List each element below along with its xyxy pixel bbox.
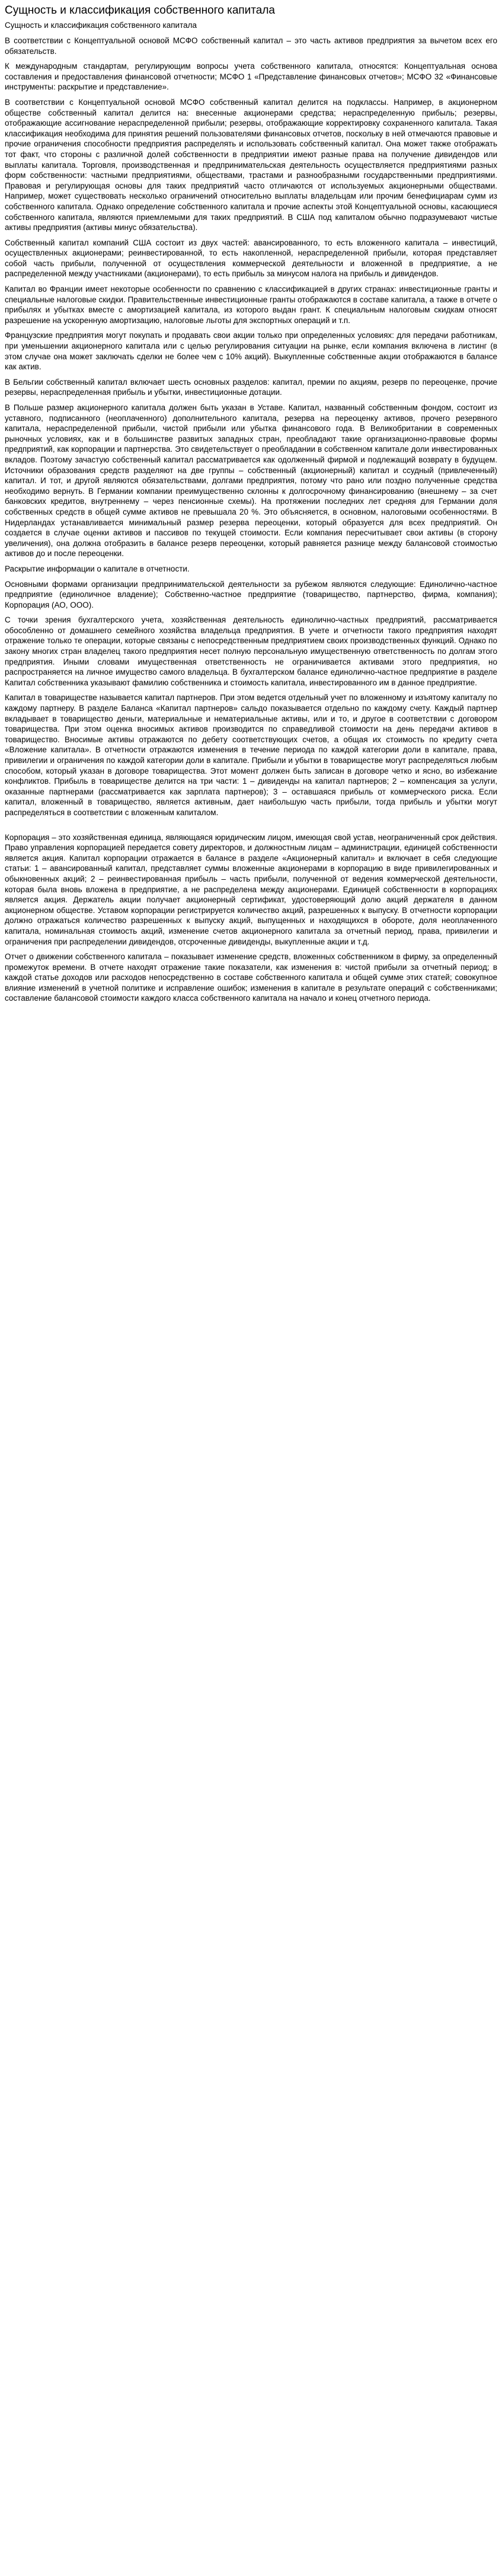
paragraph-disclosure: Раскрытие информации о капитале в отчетности. [5,564,190,573]
document-page [0,0,502,1020]
paragraph-equity-statement: Отчет о движении собственного капитала – показывает изменение средств, вложенных собственником в фирму, за определенный промежуток времени. В отчете находят отражение такие показатели, как изменения в: чистой прибыли за отчетный период; в каждой статье доходов или расходов непосредственно в составе собственного капитала и общей сумме этих статей; совокупное влияние изменений в учетной политике и исправление ошибок; изменения в капитале в результате операций с собственниками; составление балансовой стоимости каждого класса собственного капитала на начало и конец отчетного периода. [5,952,497,1003]
paragraph-usa: Собственный капитал компаний США состоит из двух частей: авансированного, то есть вложенного капитала – инвестиций, осуществленных акционерами; реинвестированной, то есть накопленной, нераспределенной прибыли, которая представляет собой часть прибыли, полученной от осуществления коммерческой деятельности и вложенной в предприятие, а не распределенной между участниками (акционерами), то есть прибыль за минусом налога на прибыль и дивидендов. [5,238,497,279]
paragraph-corporation: Корпорация – это хозяйственная единица, являющаяся юридическим лицом, имеющая свой устав, неограниченный срок действия. Право управления корпорацией передается совету директоров, и должностным лицам – администрации, единицей собственности является акция. Капитал корпорации отражается в балансе в разделе «Акционерный капитал» и включает в себя следующие статьи: 1 – авансированный капитал, представляет суммы вложенные акционерами в корпорацию в виде привилегированных и обыкновенных акций; 2 – реинвестированная прибыль – часть прибыли, полученной от ведения коммерческой деятельности, которая была вновь вложена в предприятие, а не распределена между акционерами. Единицей собственности в корпорациях является акция. Держатель акции получает акционерный сертификат, удостоверяющий долю акций держателя в данном акционерном обществе. Уставом корпорации регистрируется количество акций, разрешенных к выпуску. В отчетности корпорации должно отражаться количество разрешенных к выпуску акций, выпущенных и находящихся в обороте, доля неоплаченного капитала, номинальная стоимость акций, изменение счетов акционерного капитала за отчетный период, права, привилегии и ограничения при распределении дивидендов, отсроченные дивиденды, выкупленные акции и т.д. [5,832,497,946]
paragraph-france-shares: Французские предприятия могут покупать и продавать свои акции только при определенных условиях: для передачи работникам, при уменьшении акционерного капитала или с целью регулирования ситуации на рынке, если компания включена в листинг (в этом случае она может заключать сделки не более чем с 10% акций). Выкупленные собственные акции отображаются в балансе как актив. [5,331,497,372]
paragraph-standards: К международным стандартам, регулирующим вопросы учета собственного капитала, относятся: Концептуальная основа составления и предоставления финансовой отчетности; МСФО 1 «Представление финансовых отчетов»; МСФО 32 «Финансовые инструменты: раскрытие и представление». [5,62,497,92]
paragraph-france: Капитал во Франции имеет некоторые особенности по сравнению с классификацией в других странах: инвестиционные гранты и специальные налоговые скидки. Правительственные инвестиционные гранты отображаются в составе капитала, а также в отчете о прибылях и убытках вместе с амортизацией капитала, из которого выдан грант. К специальным налоговым скидкам относят разрешение на ускоренную амортизацию, налоговые льготы для экспортных операций и т.п. [5,285,497,325]
page-title: Сущность и классификация собственного капитала [5,4,275,17]
paragraph-sole-proprietorship: С точки зрения бухгалтерского учета, хозяйственная деятельность единолично-частных предприятий, рассматривается обособленно от домашнего семейного хозяйства владельца предприятия. В учете и отчетности такого предприятия находят отражение только те операции, которые связаны с непосредственным предприятием своих производственных функций. Однако по закону многих стран владелец такого предприятия несет полную персональную имущественную ответственность по долгам этого предприятия. Иными словами имущественная ответственность не ограничивается активами этого предприятия, но распространяется на личное имущество самого владельца. В бухгалтерском балансе единолично-частное предприятие в разделе Капитал собственника указывают фамилию собственника и стоимость капитала, инвестированного им в данное предприятие. [5,615,497,687]
paragraph-subclasses: В соответствии с Концептуальной основой МСФО собственный капитал делится на подклассы. Например, в акционерном обществе собственный капитал делится на: внесенные акционерами средства; нераспределенную прибыль; резервы, отображающие ассигнование нераспределенной прибыли; резервы, отображающие корректировку сохраненного капитала. Такая классификация необходима для принятия решений пользователями финансовых отчетов, поскольку в ней отмечаются правовые и прочие ограничения способности предприятия распределять и использовать собственный капитал. Она может также отображать тот факт, что стороны с различной долей собственности в предприятии имеют разные права на получение дивидендов или выплаты капитала. Торговля, производственная и предпринимательская деятельность осуществляется предприятиями разных форм собственности: частными предприятиями, обществами, трастами и разнообразными государственными предприятиями. Правовая и регулирующая основы для таких предприятий часто отличаются от используемых акционерными обществами. Например, может существовать несколько ограничений относительно выплаты владельцам или прочим бенефициарам сумм из собственного капитала. Однако определение собственного капитала и прочие аспекты этой Концептуальной основы, касающиеся собственного капитала, являются приемлемыми для таких предприятий. В США под капиталом обычно подразумевают чистые активы предприятия (активы минус обязательства). [5,97,497,232]
page-subtitle: Сущность и классификация собственного капитала [5,21,197,30]
paragraph-business-forms: Основными формами организации предпринимательской деятельности за рубежом являются следующие: Единолично-частное предприятие (единоличное владение); Собственно-частное предприятие (товарищество, партнерство, фирма, компания); Корпорация (АО, ООО). [5,579,497,609]
paragraph-partnership: Капитал в товариществе называется капитал партнеров. При этом ведется отдельный учет по вложенному и изъятому капиталу по каждому партнеру. В разделе Баланса «Капитал партнеров» сальдо показывается отдельно по каждому счету. Каждый партнер вкладывает в товарищество деньги, материальные и нематериальные активы, или и то, и другое в соответствии с договором товарищества. При этом оценка вносимых активов производится по справедливой стоимости на день передачи активов в товарищество. Вносимые активы отражаются по дебету соответствующих счетов, а общая их стоимость по кредиту счета «Вложение капитала». В отчетности отражаются изменения в течение периода по каждой категории доли в капитале, права, привилегии и ограничения по каждой категории доли в капитале. Прибыли и убытки в товариществе могут распределяться любым способом, который указан в договоре товарищества. Этот момент должен быть записан в договоре четко и ясно, во избежание конфликтов. Прибыль в товариществе делится на три части: 1 – дивиденды на капитал партнеров; 2 – компенсация за услуги, оказанные партнерами (рассматривается как зарплата партнеров); 3 – оставшаяся прибыль от коммерческого риска. Если капитал, вложенный в товарищество, является активным, дает наибольшую часть прибыли, тогда прибыль и убытки могут распределяться в соответствии с вложенным капиталом. [5,693,497,817]
paragraph-belgium: В Бельгии собственный капитал включает шесть основных разделов: капитал, премии по акциям, резерв по переоценке, прочие резервы, нераспределенная прибыль и убытки, инвестиционные дотации. [5,377,497,397]
paragraph-poland-uk-germany: В Польше размер акционерного капитала должен быть указан в Уставе. Капитал, названный собственным фондом, состоит из уставного, подписанного (неоплаченного) дополнительного капитала, резерва на переоценку активов, прочего резервного капитала, нераспределенной прибыли, чистой прибыли или убытка финансового года. В Великобритании в современных рыночных условиях, как и в большинстве развитых западных стран, преобладают такие организационно-правовые формы предприятий, как корпорации и партнерства. Это свидетельствует о преобладании в собственном капитале доли инвестированных вкладов. Поэтому зачастую собственный капитал рассматривается как одолженный фирмой и подлежащий возврату в будущем. Источники образования средств разделяют на две группы – собственный (акционерный) капитал и ссудный (привлеченный) капитал. И тот, и другой являются обязательствами, долгами предприятия, потому что рано или поздно полученные средства необходимо вернуть. В Германии компании преимущественно склонны к долгосрочному финансированию (внешнему – за счет банковских кредитов, внутреннему – через пенсионные схемы). На протяжении последних лет средняя для Германии доля собственных средств в общей сумме активов не превышала 20 %. Это объясняется, в основном, налоговыми особенностями. В Нидерландах устанавливается минимальный размер резерва переоценки, который образуется для всех предприятий. Он создается в случае оценки активов и пассивов по текущей стоимости. Если компания пересчитывает свои активы (в сторону увеличения), она должна отобразить в балансе резерв переоценки, который равняется разнице между балансовой стоимостью активов до и после переоценки. [5,403,497,558]
paragraph-definition: В соответствии с Концептуальной основой МСФО собственный капитал – это часть активов предприятия за вычетом всех его обязательств. [5,36,497,56]
